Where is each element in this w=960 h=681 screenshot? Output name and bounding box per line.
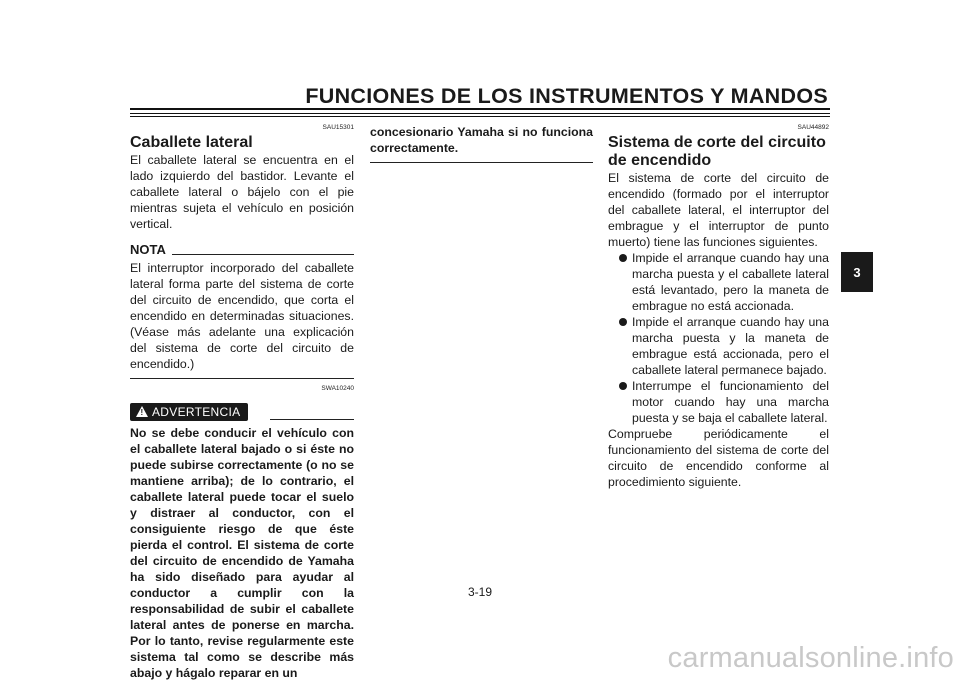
warning-text-continued: concesionario Yamaha si no funciona correctamente.	[370, 125, 593, 155]
chapter-tab: 3	[841, 252, 873, 292]
section-heading-side-stand: Caballete lateral	[130, 134, 253, 151]
note-end-rule	[130, 378, 354, 379]
warning-rule	[270, 419, 354, 420]
exclamation-icon: !	[140, 408, 144, 417]
list-item: Impide el arranque cuando hay una marcha puesta y el caballete lateral está levantado, pero la maneta de embrague no está accionada.	[608, 250, 829, 314]
header-rule	[130, 113, 830, 114]
note-label: NOTA	[130, 242, 166, 257]
note-rule	[172, 254, 354, 255]
header-rule	[130, 116, 830, 117]
section-code: SAU44892	[797, 124, 829, 131]
middle-column	[370, 124, 593, 163]
warning-code: SWA10240	[321, 385, 354, 392]
ignition-function-list	[608, 250, 829, 426]
left-column	[130, 124, 354, 681]
side-stand-paragraph: El caballete lateral se encuentra en el lado izquierdo del bastidor. Levante el caballete lateral o bájelo con el pie mientras sujeta el vehículo en posición vertical.	[130, 153, 354, 231]
ignition-intro-paragraph: El sistema de corte del circuito de encendido (formado por el interruptor del caballete lateral, el interruptor del embrague y el interruptor de punto muerto) tiene las funciones siguientes.	[608, 171, 829, 249]
ignition-outro-paragraph: Compruebe periódicamente el funcionamiento del sistema de corte del circuito de encendido conforme al procedimiento siguiente.	[608, 427, 829, 489]
warning-text: No se debe conducir el vehículo con el caballete lateral bajado o si éste no puede subirse correctamente (o no se mantiene arriba); de lo contrario, el caballete lateral puede tocar el suelo y distraer al conductor, con el consiguiente riesgo de que éste pierda el control. El sistema de corte del circuito de encendido de Yamaha ha sido diseñado para ayudar al conductor a cumplir con la responsabilidad de subir el caballete lateral antes de ponerse en marcha. Por lo tanto, revise regularmente este sistema tal como se describe más abajo y hágalo reparar en un	[130, 426, 354, 680]
watermark: carmanualsonline.info	[667, 642, 954, 674]
page-number: 3-19	[467, 585, 493, 599]
warning-label: ADVERTENCIA	[152, 405, 241, 419]
warning-badge	[130, 403, 248, 421]
section-code: SAU15301	[322, 124, 354, 131]
warning-end-rule	[370, 162, 593, 163]
list-item: Impide el arranque cuando hay una marcha puesta y la maneta de embrague está accionada, pero el caballete lateral permanece bajado.	[608, 314, 829, 378]
section-heading-ignition-cutoff: Sistema de corte del circuito de encendido	[608, 134, 826, 169]
list-item: Interrumpe el funcionamiento del motor cuando hay una marcha puesta y se baja el caballete lateral.	[608, 378, 829, 426]
note-text: El interruptor incorporado del caballete lateral forma parte del sistema de corte del circuito de encendido, que corta el encendido en determinadas situaciones. (Véase más adelante una explicación del sistema de corte del circuito de encendido.)	[130, 261, 354, 371]
header-rule	[130, 108, 830, 110]
page-header-title: FUNCIONES DE LOS INSTRUMENTOS Y MANDOS	[305, 84, 828, 108]
right-column	[608, 124, 829, 490]
warning-header	[130, 403, 354, 421]
note-header	[130, 242, 354, 258]
